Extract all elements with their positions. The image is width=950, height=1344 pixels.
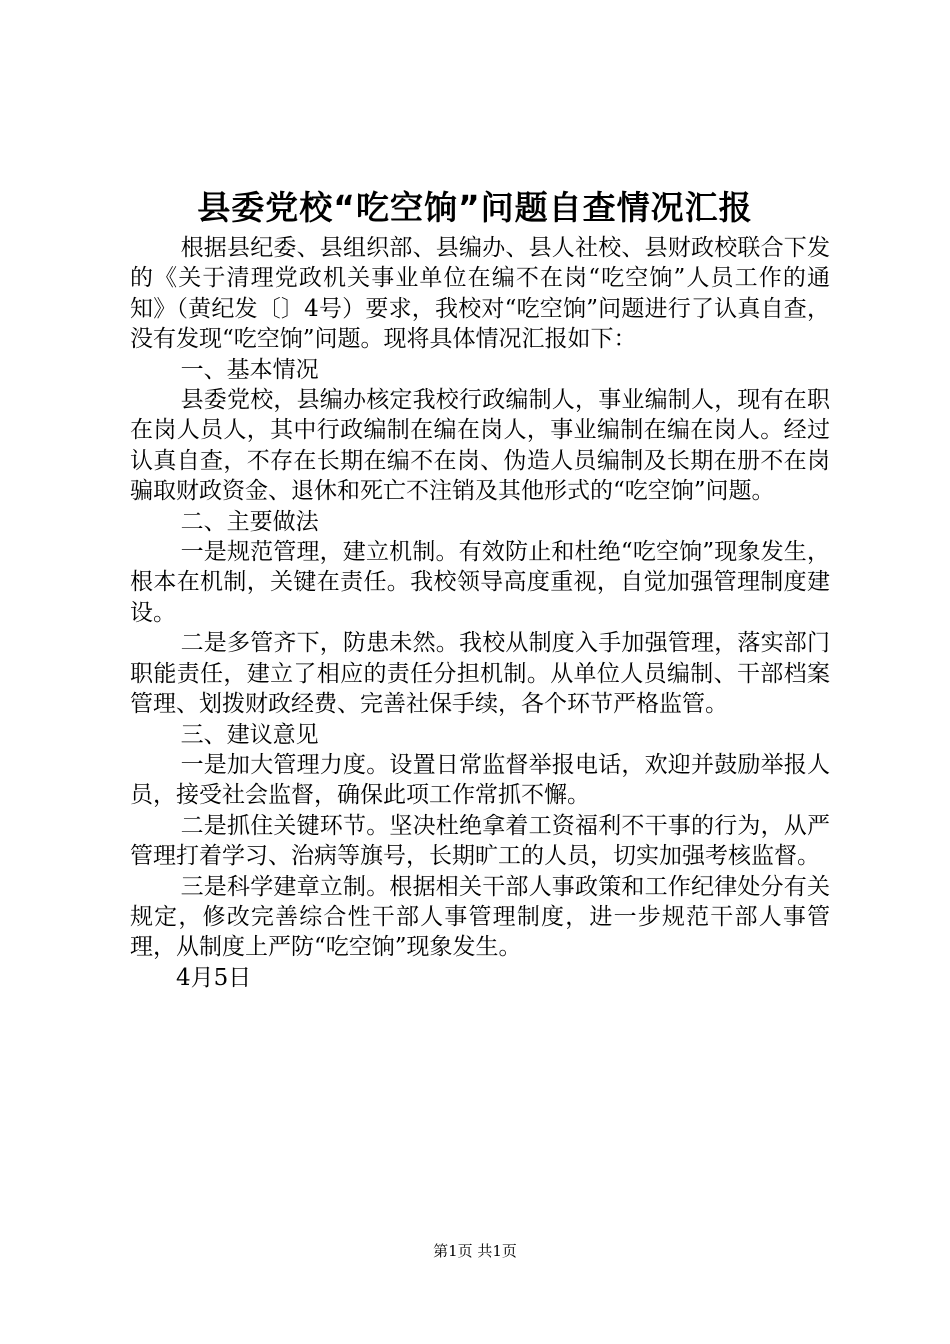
document-body	[130, 233, 830, 993]
practice-paragraph-2: 二是多管齐下，防患未然。我校从制度入手加强管理，落实部门职能责任，建立了相应的责任分担机制。从单位人员编制、干部档案管理、划拨财政经费、完善社保手续，各个环节严格监管。	[130, 630, 830, 718]
document-title: 县委党校“吃空饷”问题自查情况汇报	[197, 188, 753, 227]
section-heading-main-practices: 二、主要做法	[180, 508, 319, 535]
suggestion-paragraph-2: 二是抓住关键环节。坚决杜绝拿着工资福利不干事的行为，从严管理打着学习、治病等旗号，长期旷工的人员，切实加强考核监督。	[130, 812, 830, 870]
page-footer: 第1页 共1页	[433, 1242, 517, 1260]
practice-paragraph-1: 一是规范管理，建立机制。有效防止和杜绝“吃空饷”现象发生，根本在机制，关键在责任。我校领导高度重视，自觉加强管理制度建设。	[130, 539, 830, 626]
document-date: 4月5日	[176, 964, 252, 991]
section-heading-suggestions: 三、建议意见	[180, 721, 319, 748]
basic-situation-paragraph: 县委党校，县编办核定我校行政编制人，事业编制人，现有在职在岗人员人，其中行政编制在编在岗人，事业编制在编在岗人。经过认真自查，不存在长期在编不在岗、伪造人员编制及长期在册不在岗骗取财政资金、退休和死亡不注销及其他形式的“吃空饷”问题。	[130, 387, 830, 505]
suggestion-paragraph-3: 三是科学建章立制。根据相关干部人事政策和工作纪律处分有关规定，修改完善综合性干部人事管理制度，进一步规范干部人事管理，从制度上严防“吃空饷”现象发生。	[130, 873, 830, 961]
section-heading-basic-situation: 一、基本情况	[180, 356, 319, 383]
suggestion-paragraph-1: 一是加大管理力度。设置日常监督举报电话，欢迎并鼓励举报人员，接受社会监督，确保此项工作常抓不懈。	[130, 751, 830, 809]
intro-paragraph: 根据县纪委、县组织部、县编办、县人社校、县财政校联合下发的《关于清理党政机关事业单位在编不在岗“吃空饷”人员工作的通知》（黄纪发〔〕4号）要求，我校对“吃空饷”问题进行了认真自查，没有发现“吃空饷”问题。现将具体情况汇报如下：	[130, 235, 830, 353]
